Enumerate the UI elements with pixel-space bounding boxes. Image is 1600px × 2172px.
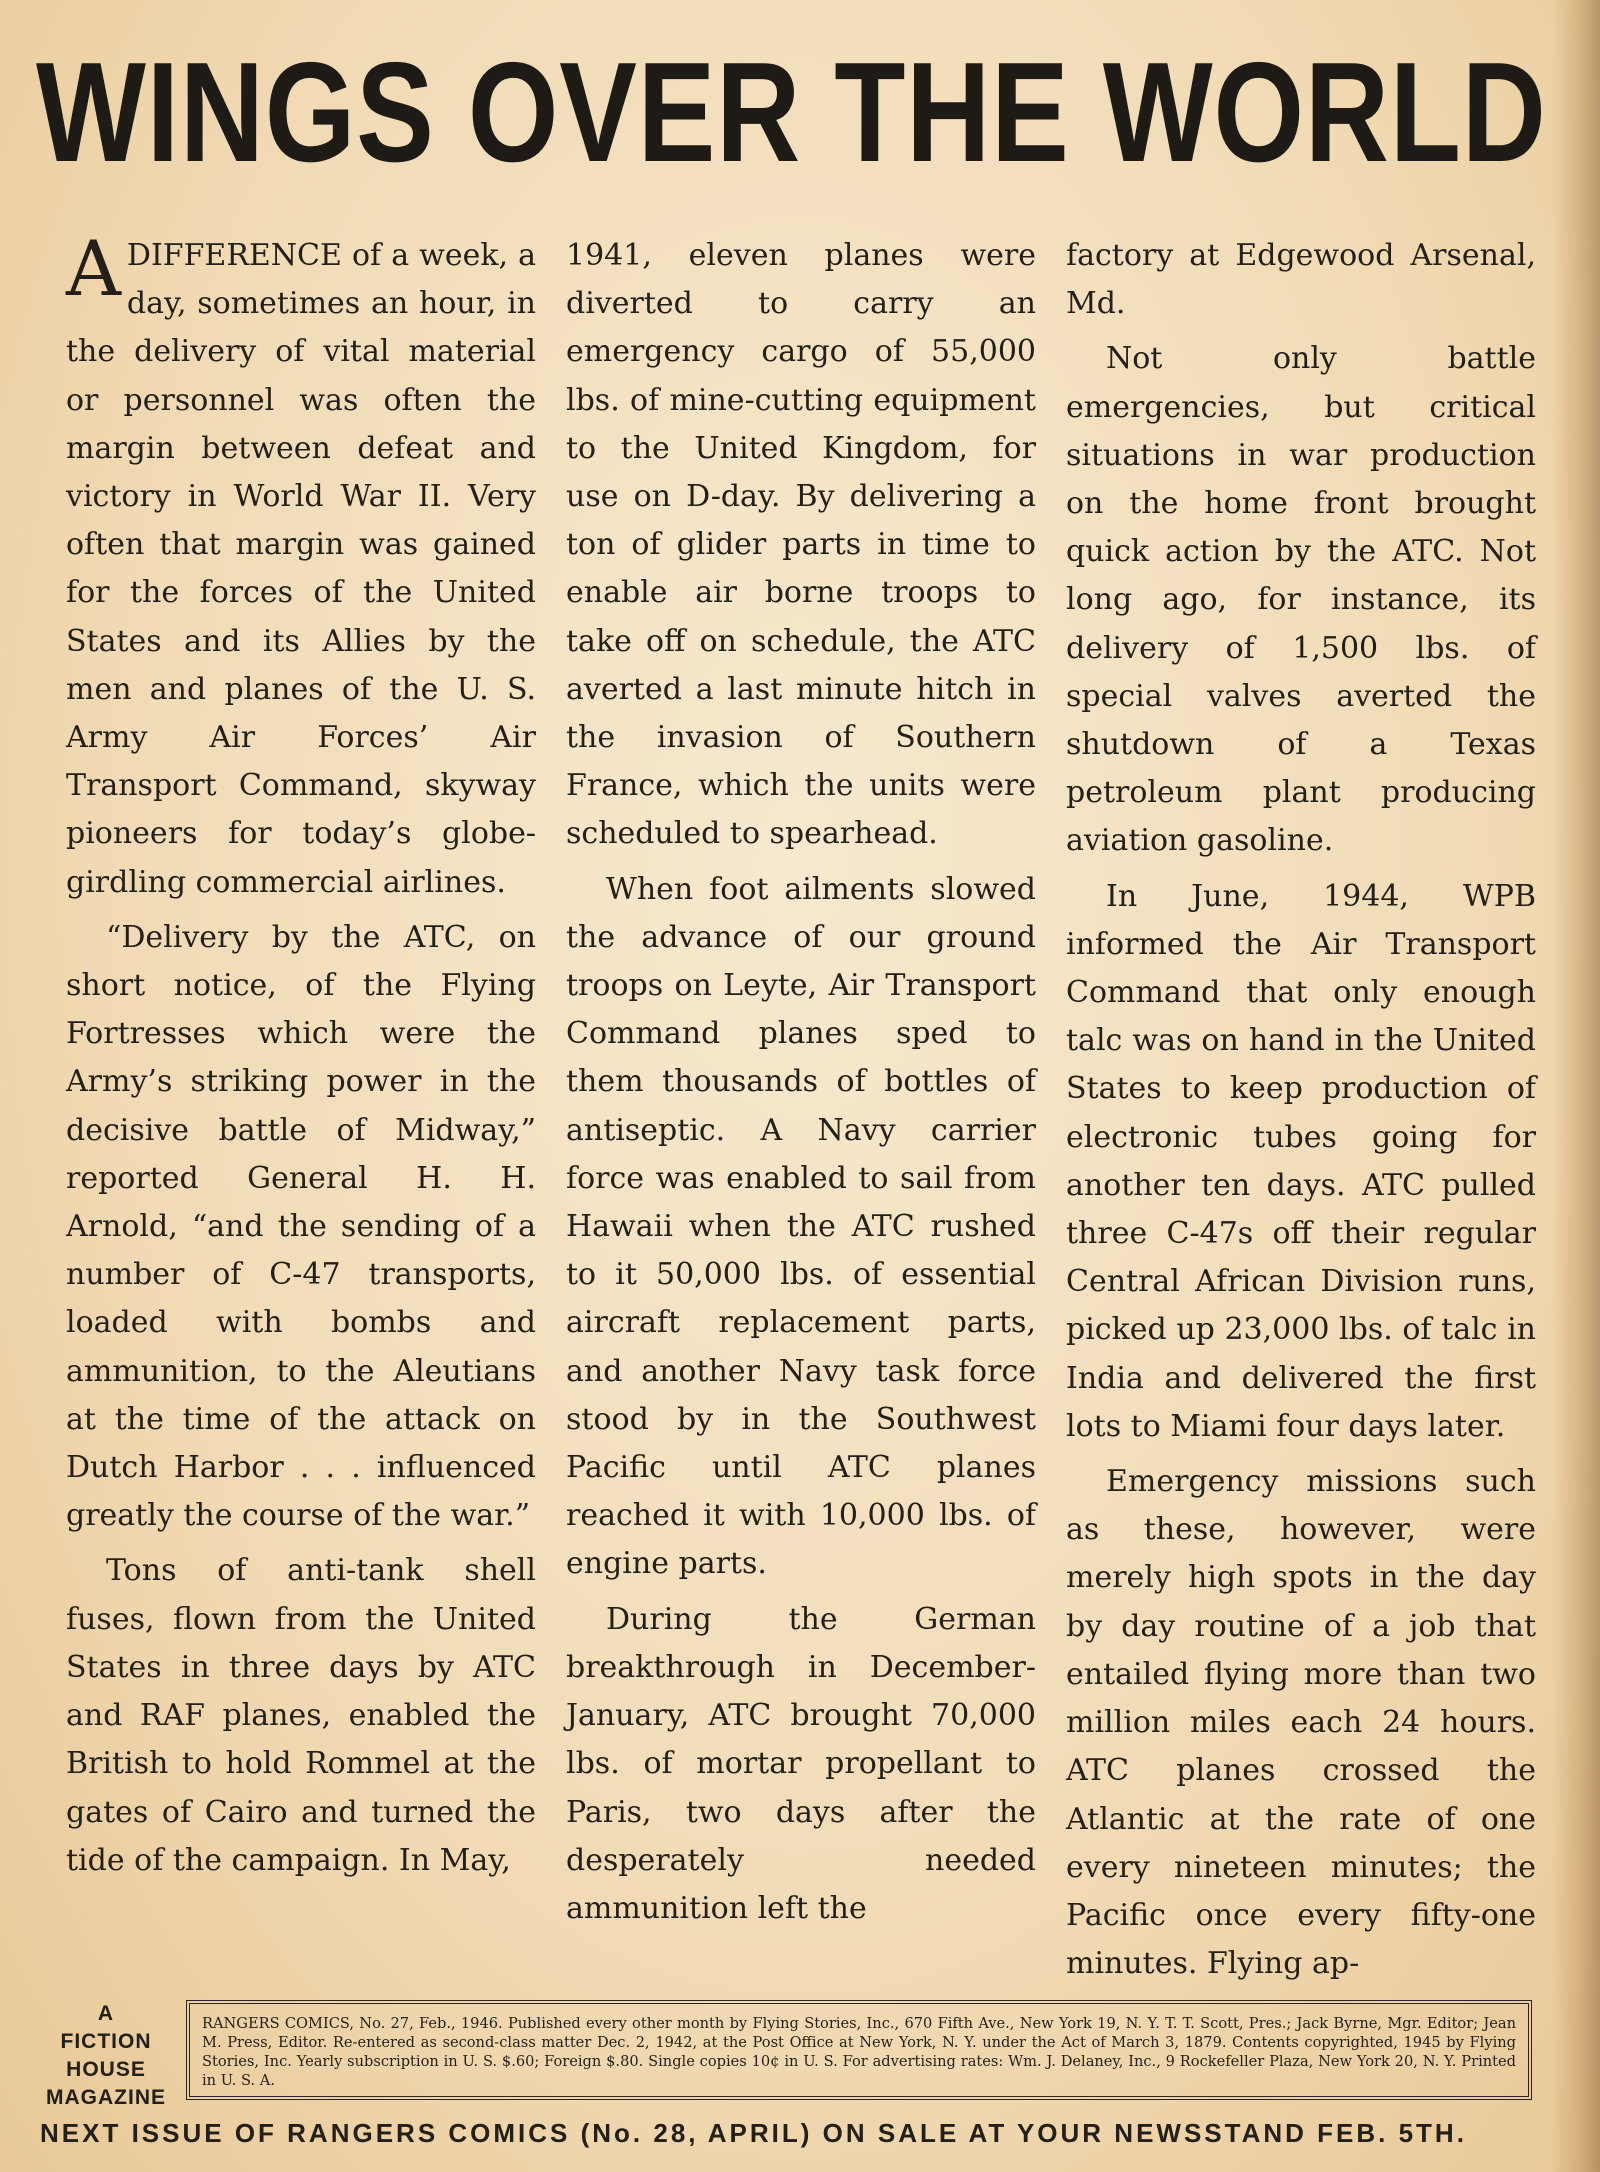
publication-notice-box	[186, 2000, 1532, 2100]
article-paragraph: Not only battle emergencies, but critical situations in war production on the home front brought quick action by the ATC. Not long ago, for instance, its delivery of 1,500 lbs. of special valves averted the shutdown of a Texas petroleum plant producing aviation gasoline.	[1066, 341, 1536, 859]
next-issue-banner: NEXT ISSUE OF RANGERS COMICS (No. 28, APRIL) ON SALE AT YOUR NEWSSTAND FEB. 5TH.	[40, 2118, 1467, 2148]
article-paragraph	[66, 224, 536, 907]
article-paragraph: Emergency missions such as these, however, were merely high spots in the day by day routine of a job that entailed flying more than two million miles each 24 hours. ATC planes crossed the Atlantic at the rate of one every nineteen minutes; the Pacific once every fifty-one minutes. Flying ap-	[1066, 1464, 1536, 1982]
article-headline: WINGS OVER THE WORLD	[36, 33, 1547, 192]
publisher-imprint	[36, 2000, 176, 2112]
article-paragraph: 1941, eleven planes were diverted to carry an emergency cargo of 55,000 lbs. of mine-cutting equipment to the United Kingdom, for use on D-day. By delivering a ton of glider parts in time to enable air borne troops to take off on schedule, the ATC averted a last minute hitch in the invasion of Southern France, which the units were scheduled to spearhead.	[566, 238, 1036, 852]
imprint-line: HOUSE	[66, 2058, 146, 2081]
article-paragraph: During the German breakthrough in December-January, ATC brought 70,000 lbs. of mortar propellant to Paris, two days after the desperately needed ammunition left the	[566, 1601, 1036, 1926]
imprint-line: FICTION	[60, 2030, 152, 2053]
article-column-2	[566, 232, 1036, 1926]
page-edge-stain	[1552, 0, 1600, 2172]
article-paragraph: “Delivery by the ATC, on short notice, of the Flying Fortresses which were the Army’s striking power in the decisive battle of Midway,” reported General H. H. Arnold, “and the sending of a number of C-47 transports, loaded with bombs and ammunition, to the Aleutians at the time of the attack on Dutch Harbor . . . influenced greatly the course of the war.”	[66, 919, 536, 1534]
imprint-line: MAGAZINE	[46, 2086, 166, 2109]
publication-notice: RANGERS COMICS, No. 27, Feb., 1946. Published every other month by Flying Stories, Inc., 670 Fifth Ave., New York 19, N. Y. T. T. Scott, Pres.; Jack Byrne, Mgr. Editor; Jean M. Press, Editor. Re-entered as second-class matter Dec. 2, 1942, at the Post Office at New York, N. Y. under the Act of March 3, 1879. Contents copyrighted, 1945 by Flying Stories, Inc. Yearly subscription in U. S. $.60; Foreign $.80. Single copies 10¢ in U. S. For advertising rates: Wm. J. Delaney, Inc., 9 Rockefeller Plaza, New York 20, N. Y. Printed in U. S. A.	[202, 2015, 1516, 2089]
article-body	[66, 224, 1536, 1982]
paragraph-text: DIFFERENCE of a week, a day, sometimes an hour, in the delivery of vital material or personnel was often the margin between defeat and victory in World War II. Very often that margin was gained for the forces of the United States and its Allies by the men and planes of the U. S. Army Air Forces’ Air Transport Command, skyway pioneers for today’s globe-girdling commercial airlines.	[66, 238, 536, 900]
article-paragraph: In June, 1944, WPB informed the Air Transport Command that only enough talc was on hand in the United States to keep production of electronic tubes going for another ten days. ATC pulled three C-47s off their regular Central African Division runs, picked up 23,000 lbs. of talc in India and delivered the first lots to Miami four days later.	[1066, 878, 1536, 1444]
article-paragraph: When foot ailments slowed the advance of our ground troops on Leyte, Air Transport Command planes sped to them thousands of bottles of antiseptic. A Navy carrier force was enabled to sail from Hawaii when the ATC rushed to it 50,000 lbs. of essential aircraft replacement parts, and another Navy task force stood by in the Southwest Pacific until ATC planes reached it with 10,000 lbs. of engine parts.	[566, 871, 1036, 1582]
article-column-1	[66, 224, 536, 1892]
imprint-line: A	[97, 2002, 115, 2025]
article-paragraph: Tons of anti-tank shell fuses, flown from the United States in three days by ATC and RAF planes, enabled the British to hold Rommel at the gates of Cairo and turned the tide of the campaign. In May,	[66, 1553, 536, 1878]
article-column-3	[1066, 232, 1536, 1982]
article-paragraph: factory at Edgewood Arsenal, Md.	[1066, 238, 1536, 322]
drop-cap: A	[66, 224, 121, 313]
